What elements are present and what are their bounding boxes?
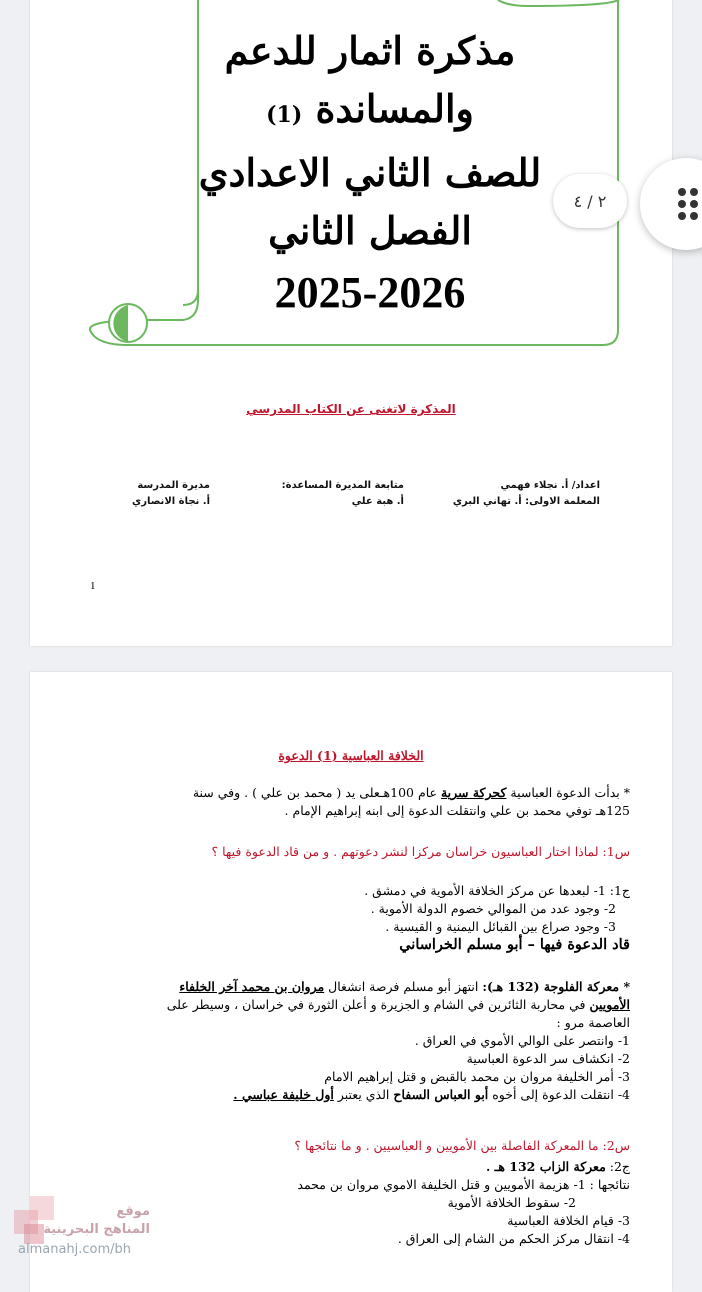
battle-result: 1- وانتصر على الوالي الأموي في العراق .: [414, 1033, 630, 1048]
cover-title: [150, 22, 590, 324]
staff-principal: مديرة المدرسة أ. نجاة الانصاري: [132, 480, 210, 507]
intro-paragraph: * بدأت الدعوة العباسية كحركة سرية عام 100هـعلى يد ( محمد بن علي ) . وفي سنة 125هـ توفي محمد بن علي وانتقلت الدعوة إلى ابنه إبراهيم الإمام .: [192, 785, 630, 818]
book-note: المذكرة لاتغنى عن الكتاب المدرسي: [246, 402, 456, 416]
answer-1-item: 2- وجود عدد من الموالي خصوم الدولة الأموية .: [370, 901, 616, 916]
section-heading: الخلافة العباسية (1) الدعوة: [278, 748, 424, 763]
answer-1-item: 3- وجود صراع بين القبائل اليمنية و القيسية .: [385, 919, 616, 934]
page-indicator[interactable]: ٢ / ٤: [553, 174, 627, 228]
answer-2-item: 2- سقوط الخلافة الأموية: [447, 1195, 576, 1210]
battle-result: 3- أمر الخليفة مروان بن محمد بالقبض و قتل إبراهيم الامام: [324, 1069, 630, 1084]
page-number: 1: [90, 580, 96, 592]
cover-title-line4: الفصل الثاني: [268, 208, 472, 253]
cover-title-line3: للصف الثاني الاعدادي: [198, 150, 542, 195]
battle-falluja: * معركة الفلوجة (132 هـ): انتهز أبو مسلم فرصة انشغال مروان بن محمد آخر الخلفاء الأمويين في محاربة الثائرين في الشام و الجزيرة و أعلن الثورة في خراسان ، وسيطر على العاصمة مرو : 1- وانتصر على الوالي الأموي في العراق . 2- انكشاف سر الدعوة العباسية 3- أمر الخليفة مروان بن محمد بالقبض و قتل إبراهيم الامام 4- انتقلت الدعوة إلى أخوه أبو العباس السفاح الذي يعتبر أول خليفة عباسي .: [100, 978, 630, 1104]
answer-1-item: ج1: 1- لبعدها عن مركز الخلافة الأموية في دمشق .: [364, 883, 630, 898]
answer-2: ج2: معركة الزاب 132 هـ . نتائجها : 1- هزيمة الأمويين و قتل الخليفة الاموي مروان بن محمد 2- سقوط الخلافة الأموية 3- قيام الخلافة العباسية 4- انتقال مركز الحكم من الشام إلى العراق .: [100, 1158, 630, 1248]
answer-2-item: 4- انتقال مركز الحكم من الشام إلى العراق .: [397, 1231, 630, 1246]
answer-1: [100, 882, 630, 954]
document-page-1: [30, 0, 672, 646]
answer-2-item: نتائجها : 1- هزيمة الأمويين و قتل الخليفة الاموي مروان بن محمد: [297, 1177, 630, 1192]
battle-result: 2- انكشاف سر الدعوة العباسية: [466, 1051, 630, 1066]
answer-1-leader: قاد الدعوة فيها – أبو مسلم الخراساني: [399, 936, 630, 953]
site-watermark: موقع المناهج البحرينية almanahj.com/bh: [12, 1194, 162, 1280]
staff-preparer: اعداد/ أ. نجلاء فهمي المعلمة الاولى: أ. تهاني البري: [452, 480, 600, 507]
question-1: س1: لماذا اختار العباسيون خراسان مركزا لنشر دعوتهم . و من قاد الدعوة فيها ؟: [211, 844, 630, 859]
cover-year: 2025-2026: [274, 268, 466, 317]
staff-followup: متابعة المديرة المساعدة: أ. هبة علي: [281, 480, 404, 507]
question-2: س2: ما المعركة الفاصلة بين الأمويين و العباسيين . و ما نتائجها ؟: [294, 1138, 630, 1153]
cover-title-line1: مذكرة اثمار للدعم: [224, 28, 516, 73]
answer-2-item: 3- قيام الخلافة العباسية: [507, 1213, 630, 1228]
cover-title-line2: والمساندة (1): [266, 86, 474, 131]
